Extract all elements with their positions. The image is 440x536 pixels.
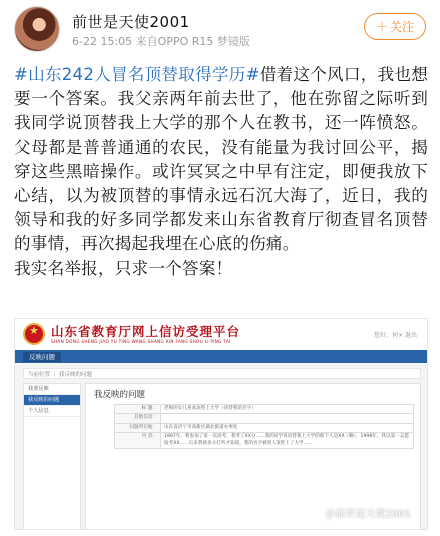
table-row xyxy=(115,405,414,414)
avatar[interactable] xyxy=(14,6,60,52)
row-value xyxy=(161,414,414,423)
platform-pinyin: SHAN DONG SHENG JIAO YU TING WANG SHANG XIN FANG SHOU LI PING TAI xyxy=(51,339,231,344)
row-key: 标 题： xyxy=(115,405,161,414)
nav-item-report: 反映问题 xyxy=(23,352,61,362)
platform-sidebar xyxy=(23,383,81,530)
post-header xyxy=(0,0,440,58)
row-key: 其他信息： xyxy=(115,414,161,423)
plus-icon: ＋ xyxy=(375,20,388,34)
platform-header xyxy=(15,319,427,350)
table-row xyxy=(115,423,414,432)
table-row xyxy=(115,414,414,423)
hashtag-link[interactable]: #山东242人冒名顶替取得学历# xyxy=(14,65,260,84)
follow-button[interactable] xyxy=(364,13,426,40)
watermark: ＠前世是天使2001 xyxy=(325,509,411,520)
sidebar-item: 个人信息 xyxy=(24,406,80,417)
row-value: 1997年，我参加了第一次高考，我考了XX分……我的同学说顶替我上大学的那个人是XX（略），1998年，我以第一志愿报考XX……后来我被多方打听才知道，我的名字被别人顶替上了大学…… xyxy=(161,433,414,449)
platform-nav xyxy=(15,350,427,363)
breadcrumb xyxy=(23,368,421,379)
post-body xyxy=(14,63,428,281)
platform-title: 山东省教育厅网上信访受理平台 xyxy=(51,324,241,339)
row-value: 老师的女儿喜欢顶替上大学（顶替我的名字） xyxy=(161,405,414,414)
follow-label: 关注 xyxy=(390,20,415,34)
post-paragraph xyxy=(14,63,428,257)
row-key: 内 容： xyxy=(115,433,161,449)
post-paragraph: 我实名举报，只求一个答案！ xyxy=(14,258,233,278)
table-row xyxy=(115,433,414,449)
sidebar-item: 我要反映 xyxy=(24,384,80,395)
detail-table xyxy=(114,404,414,449)
post-meta: 6-22 15:05 来自OPPO R15 梦镜版 xyxy=(72,35,250,48)
emblem-icon xyxy=(23,323,45,345)
row-key: 问题所在地： xyxy=(115,423,161,432)
platform-user: 您好，何× 退出 xyxy=(374,332,417,339)
attached-image[interactable] xyxy=(14,318,428,530)
row-value: 山东省济宁市高新区湖北街道办事处 xyxy=(161,423,414,432)
username[interactable]: 前世是天使2001 xyxy=(72,13,190,31)
post-text: 借着这个风口，我也想要一个答案。我父亲两年前去世了，他在弥留之际听到我同学说顶替我上大学的那个人在教书，还一阵愤怒。父母都是普普通通的农民，没有能量为我讨回公平，揭穿这些黑暗操作。或许冥冥之中早有注定，即便我放下心结，以为被顶替的事情永远石沉大海了，近日，我的领导和我的好多同学都发来山东省教育厅彻查冒名顶替的事情，再次揭起我埋在心底的伤痛。 xyxy=(14,65,428,254)
sidebar-item-active: 我反映的问题 xyxy=(24,395,80,406)
main-title: 我反映的问题 xyxy=(94,390,146,400)
breadcrumb-text: 当前位置 ｜ 我反映的问题 xyxy=(28,372,92,378)
